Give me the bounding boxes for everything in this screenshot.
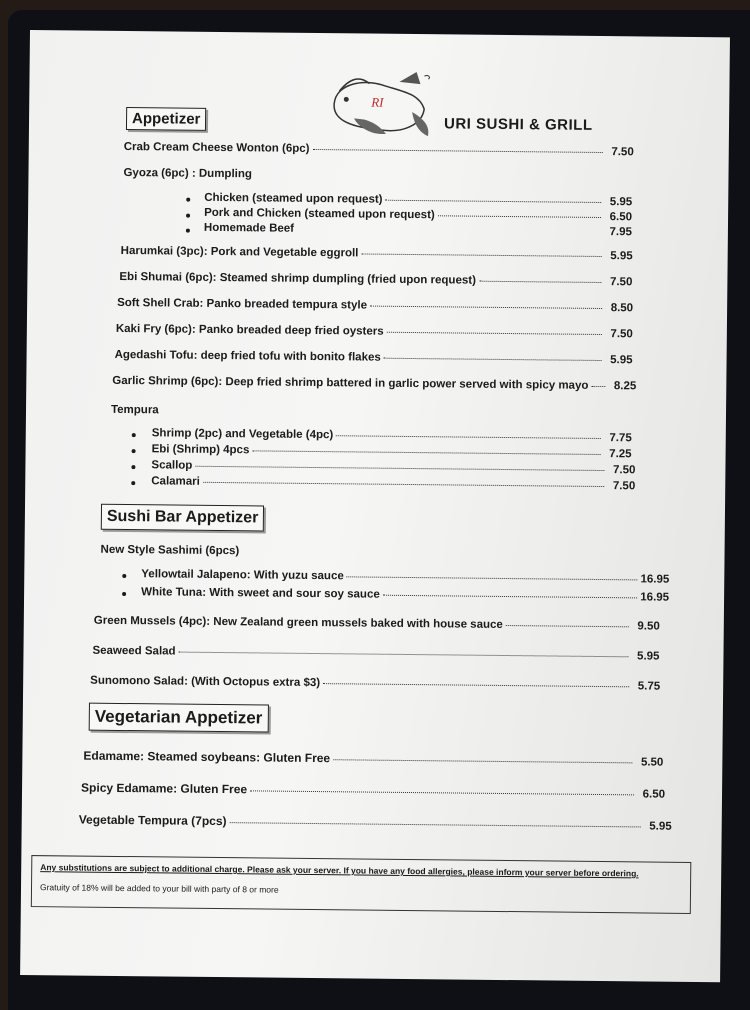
menu-item (141, 568, 669, 586)
item-name: Crab Cream Cheese Wonton (6pc) (123, 140, 310, 155)
notice-substitutions: Any substitutions are subject to additional charge. Please ask your server. If you have any food allergies, please inform your server before ordering. (40, 862, 639, 879)
item-price: 8.50 (610, 302, 634, 315)
menu-item (151, 459, 635, 476)
restaurant-name: URI SUSHI & GRILL (443, 115, 593, 134)
menu-item (152, 427, 632, 444)
item-price: 5.50 (640, 756, 664, 769)
item-name: Green Mussels (4pc): New Zealand green mussels baked with house sauce (93, 614, 503, 631)
menu-item (141, 586, 669, 604)
menu-item-heading: New Style Sashimi (6pcs) (100, 543, 240, 558)
item-price: 5.95 (609, 196, 633, 209)
fish-logo-icon (324, 63, 435, 144)
menu-item (204, 207, 632, 223)
menu-item-heading: Tempura (110, 403, 159, 417)
item-price: 16.95 (640, 591, 670, 604)
menu-page (20, 30, 730, 982)
item-price: 7.25 (609, 448, 632, 461)
item-name: Homemade Beef (203, 221, 295, 235)
menu-item (83, 749, 663, 769)
item-price: 6.50 (609, 211, 633, 224)
item-name: Seaweed Salad (92, 644, 176, 658)
section-title-vegetarian: Vegetarian Appetizer (89, 703, 269, 733)
notice-gratuity: Gratuity of 18% will be added to your bill with party of 8 or more (39, 882, 279, 895)
item-name: Pork and Chicken (steamed upon request) (204, 206, 435, 222)
item-name: Garlic Shrimp (6pc): Deep fried shrimp battered in garlic power served with spicy mayo (112, 374, 589, 392)
item-price: 9.50 (637, 620, 660, 633)
section-title-sushi-bar: Sushi Bar Appetizer (101, 504, 265, 532)
item-name: Shrimp (2pc) and Vegetable (4pc) (151, 427, 334, 442)
item-price: 7.50 (609, 276, 633, 289)
item-name: Harumkai (3pc): Pork and Vegetable eggroll (120, 244, 359, 260)
menu-item (121, 245, 633, 262)
item-name: Agedashi Tofu: deep fried tofu with bonito flakes (114, 348, 381, 364)
item-name: Edamame: Steamed soybeans: Gluten Free (83, 748, 331, 766)
item-price: 7.50 (612, 480, 636, 493)
item-price: 16.95 (640, 573, 670, 586)
item-price: 6.50 (642, 788, 666, 801)
logo-lettering: RI (371, 94, 384, 110)
item-name: Yellowtail Jalapeno: With yuzu sauce (141, 568, 344, 583)
menu-item (90, 675, 660, 693)
item-name: Soft Shell Crab: Panko breaded tempura style (117, 296, 368, 312)
item-name: Ebi Shumai (6pc): Steamed shrimp dumpling (fried upon request) (119, 270, 476, 287)
allergy-notice (31, 855, 692, 914)
item-price: 5.95 (610, 354, 633, 367)
item-price: 5.95 (649, 820, 672, 833)
item-price: 7.50 (611, 146, 634, 159)
menu-item (152, 443, 632, 460)
item-name: White Tuna: With sweet and sour soy sauce (141, 586, 380, 601)
menu-item (204, 222, 632, 238)
menu-item (151, 475, 635, 492)
item-name: Calamari (151, 475, 200, 488)
item-name: Spicy Edamame: Gluten Free (80, 780, 248, 797)
menu-item (124, 141, 634, 158)
item-price: 7.50 (610, 328, 633, 341)
menu-item (79, 813, 672, 833)
item-price: 8.25 (613, 380, 637, 393)
item-price: 5.95 (637, 650, 660, 663)
item-name: Vegetable Tempura (7pcs) (78, 812, 227, 829)
item-price: 5.95 (610, 250, 633, 263)
menu-item (115, 349, 633, 366)
item-price: 7.95 (609, 226, 632, 239)
menu-item (81, 781, 665, 801)
item-name: Scallop (151, 459, 193, 472)
item-price: 7.75 (609, 432, 632, 445)
menu-item (112, 375, 636, 392)
menu-item (92, 645, 659, 663)
menu-item-heading: Gyoza (6pc) : Dumpling (123, 166, 252, 181)
item-name: Ebi (Shrimp) 4pcs (151, 443, 250, 457)
menu-item (116, 323, 633, 340)
menu-item (117, 297, 633, 314)
menu-item (119, 271, 632, 288)
item-price: 5.75 (637, 680, 661, 693)
item-price: 7.50 (612, 464, 636, 477)
item-name: Sunomono Salad: (With Octopus extra $3) (90, 674, 321, 690)
section-title-appetizer: Appetizer (126, 107, 207, 131)
menu-item (204, 192, 632, 208)
menu-item (94, 615, 660, 633)
item-name: Kaki Fry (6pc): Panko breaded deep fried oysters (115, 322, 384, 338)
item-name: Chicken (steamed upon request) (204, 191, 383, 206)
